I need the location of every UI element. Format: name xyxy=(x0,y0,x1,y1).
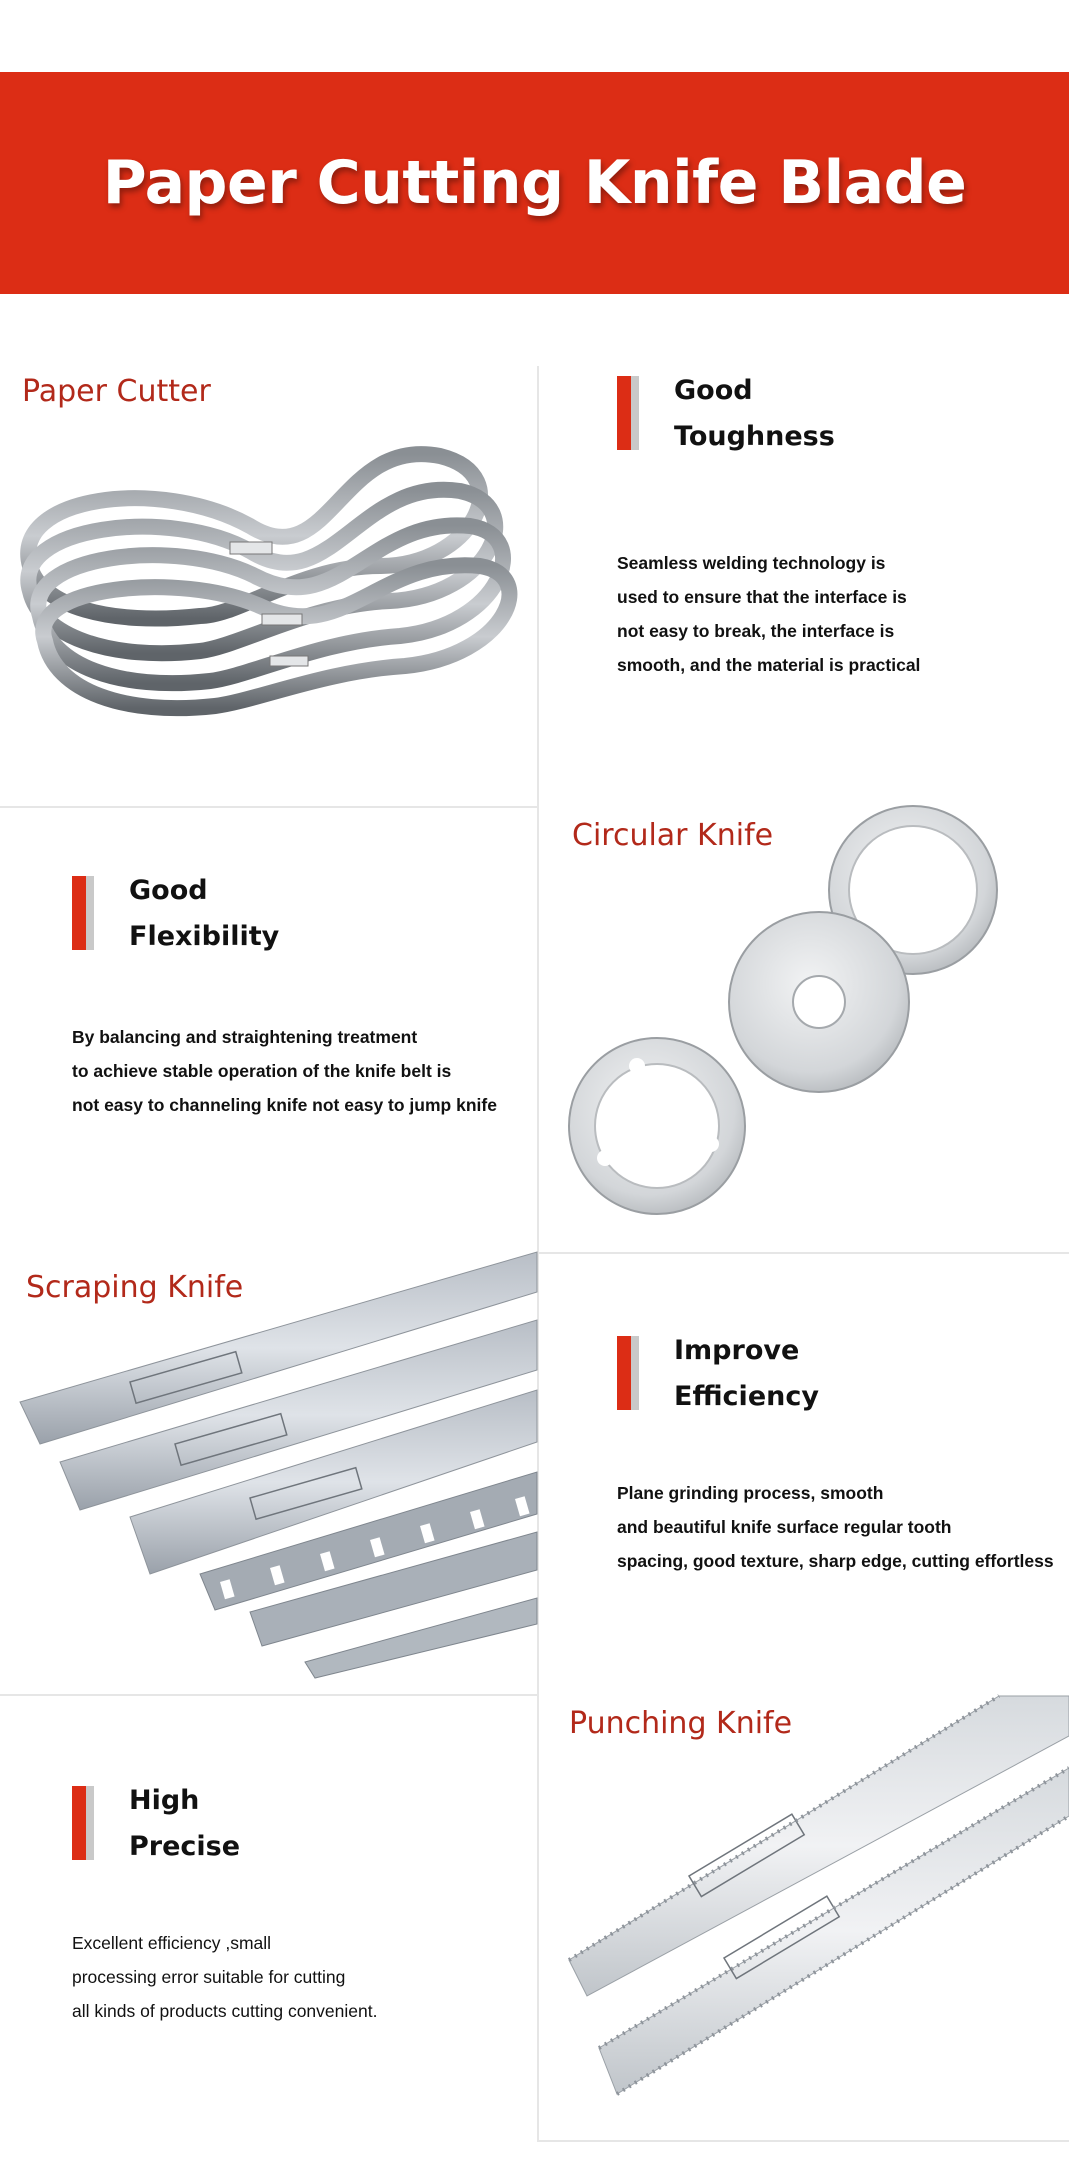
description-line: not easy to channeling knife not easy to jump knife xyxy=(72,1095,497,1115)
description-line: Plane grinding process, smooth xyxy=(617,1483,884,1503)
accent-bar-icon xyxy=(72,876,96,950)
product-title: Punching Knife xyxy=(569,1706,793,1741)
feature-title-line: Good xyxy=(129,875,208,906)
header-banner xyxy=(0,72,1069,294)
accent-bar-icon xyxy=(617,376,641,450)
description-line: Excellent efficiency ,small xyxy=(72,1933,272,1953)
feature-description xyxy=(617,546,920,682)
product-title: Circular Knife xyxy=(572,818,774,853)
straight-blades-image xyxy=(0,1252,537,1694)
feature-title-line: Improve xyxy=(674,1335,800,1366)
product-card-circular-knife xyxy=(539,808,1069,1252)
feature-title xyxy=(129,1778,240,1870)
description-line: to achieve stable operation of the knife belt is xyxy=(72,1061,452,1081)
toothed-blades-image xyxy=(539,1696,1069,2140)
page-title: Paper Cutting Knife Blade xyxy=(102,148,967,218)
product-card-punching-knife xyxy=(539,1696,1069,2140)
description-line: Seamless welding technology is xyxy=(617,553,886,573)
description-line: spacing, good texture, sharp edge, cutting effortless xyxy=(617,1551,1054,1571)
product-card-scraping-knife xyxy=(0,1252,537,1694)
feature-title xyxy=(674,368,835,460)
description-line: not easy to break, the interface is xyxy=(617,621,895,641)
product-title: Scraping Knife xyxy=(26,1270,244,1305)
circular-blades-image xyxy=(539,808,1069,1252)
grid-divider xyxy=(539,2140,1069,2142)
feature-card-precision xyxy=(0,1696,537,2140)
feature-title xyxy=(674,1328,819,1420)
description-line: By balancing and straightening treatment xyxy=(72,1027,418,1047)
feature-description xyxy=(72,1926,377,2028)
feature-card-toughness xyxy=(539,366,1069,806)
product-title: Paper Cutter xyxy=(22,374,211,409)
description-line: used to ensure that the interface is xyxy=(617,587,907,607)
feature-title-line: Toughness xyxy=(674,421,835,452)
feature-description xyxy=(72,1020,497,1122)
description-line: smooth, and the material is practical xyxy=(617,655,921,675)
description-line: and beautiful knife surface regular tooth xyxy=(617,1517,952,1537)
feature-title-line: Good xyxy=(674,375,753,406)
description-line: processing error suitable for cutting xyxy=(72,1967,346,1987)
feature-title-line: Precise xyxy=(129,1831,241,1862)
feature-card-flexibility xyxy=(0,808,537,1252)
accent-bar-icon xyxy=(72,1786,96,1860)
product-card-paper-cutter xyxy=(0,366,537,806)
band-knife-coils-image xyxy=(0,366,537,806)
feature-card-efficiency xyxy=(539,1254,1069,1694)
feature-title-line: High xyxy=(129,1785,200,1816)
feature-description xyxy=(617,1476,1054,1578)
description-line: all kinds of products cutting convenient. xyxy=(72,2001,378,2021)
accent-bar-icon xyxy=(617,1336,641,1410)
feature-title-line: Flexibility xyxy=(129,921,280,952)
feature-title-line: Efficiency xyxy=(674,1381,819,1412)
feature-title xyxy=(129,868,279,960)
